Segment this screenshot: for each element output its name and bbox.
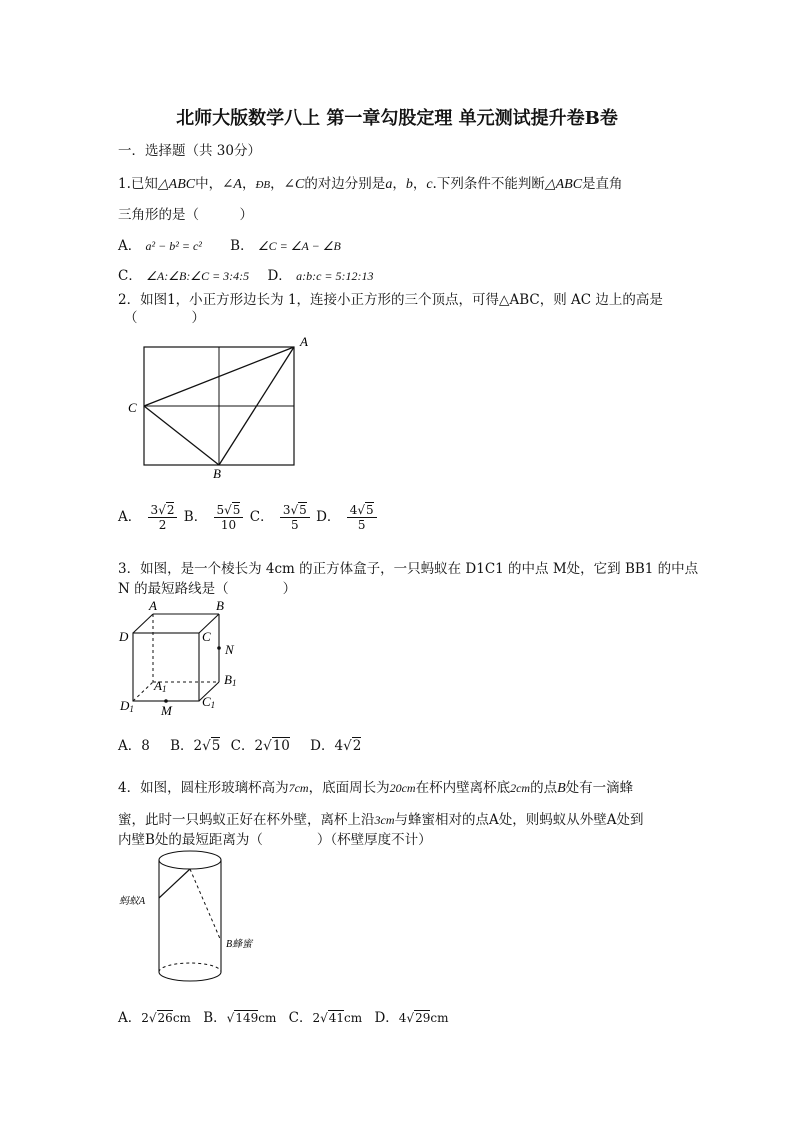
q1-sep1: ， [241,176,256,192]
q2-line2: （ ） [124,310,205,326]
q1-opt-d-label: D． [267,268,292,284]
q2-opt-a-label: A． [118,509,142,525]
q2-opt-d: $\frac{4√5}{5}$ [347,503,377,532]
label-a: A [149,598,157,613]
q1-line2: 三角形的是（ ） [118,207,253,223]
edge-d1a1-hidden [133,682,153,701]
q1-options-row2 [118,264,374,284]
q4-opt-c-label: C． [288,1010,313,1026]
q4-edge-distance: 3cm [374,813,395,827]
q1-opt-a: a² − b² = c² [145,239,202,253]
q1-options-row1 [118,234,341,254]
cylinder-top [159,851,221,869]
q1-opt-c: ∠A:∠B:∠C = 3:4:5 [146,269,250,283]
q1-triangle: △ABC [157,177,196,192]
q1-opt-c-label: C． [118,268,142,284]
cylinder-bottom-front [159,972,221,981]
q2-opt-b-label: B． [183,509,208,525]
q4-opt-d: 4√29cm [398,1011,449,1025]
label-honey: B蜂蜜 [226,939,253,950]
q4-line3: 内壁B处的最短距离为（ ）（杯壁厚度不计） [118,832,432,848]
q4-opt-c: 2√41cm [312,1011,363,1025]
label-c1: C1 [202,694,216,710]
q1-opt-a-label: A． [118,238,142,254]
label-b: B [213,466,221,481]
q4-opt-a: 2√26cm [141,1011,191,1025]
q2-opt-b: $\frac{5√5}{10}$ [214,503,244,532]
label-a: A [300,334,308,349]
page-title: 北师大版数学八上 第一章勾股定理 单元测试提升卷B卷 [176,108,618,129]
q4-opt-b: √149cm [226,1011,277,1025]
q1-text-a: 1.已知 [118,176,158,192]
q4-options [118,1006,448,1026]
q4-opt-b-label: B． [203,1010,227,1026]
q4-height: 7cm [288,781,309,795]
label-b: B [216,598,224,613]
q2-opt-d-label: D． [316,509,341,525]
q1-var-a: a [385,177,393,192]
q1-text-e: 是直角 [582,176,623,192]
label-d: D [119,629,129,644]
path-outer [159,869,190,898]
q2-opt-c-label: C． [249,509,274,525]
label-n: N [225,642,234,657]
q1-opt-d: a:b:c = 5:12:13 [296,269,374,283]
q4-line1: 4．如图，圆柱形玻璃杯高为7cm，底面周长为20cm在杯内壁离杯底2cm的点B处有一滴蜂 [118,780,634,796]
q3-opt-c: C．2√10 [230,738,290,754]
label-b1: B1 [224,672,237,688]
q3-options [118,734,361,754]
q1-sep2: ，∠ [270,176,295,192]
point-n [217,646,221,650]
q2-opt-c: $\frac{3√5}{5}$ [280,503,310,532]
edge-da [133,614,153,633]
segment-cb [144,406,219,465]
q4-distance: 2cm [510,781,531,795]
q4-cylinder-figure [116,846,276,991]
label-d1: D1 [120,698,134,714]
q2-line1: 2．如图1，小正方形边长为 1，连接小正方形的三个顶点，可得△ABC，则 AC 边上的高是 [118,292,663,308]
q4-opt-a-label: A． [118,1010,142,1026]
q1-triangle-2: △ABC [544,177,583,192]
q1-text-c: 的对边分别是 [304,176,386,192]
q4-opt-d-label: D． [374,1010,399,1026]
q1-text-b: 中，∠ [195,176,234,192]
q3-opt-d: D．4√2 [310,738,362,754]
q3-opt-a: A．8 [118,738,150,754]
q1-opt-b-label: B． [230,238,254,254]
label-ant: 蚂蚁A [119,896,146,907]
q1-angle-c: C [294,177,305,192]
q3-line2: N 的最短路线是（ ） [118,581,297,597]
label-m: M [161,703,172,718]
label-a1: A1 [154,678,167,694]
q2-opt-a: $\frac{3√2}{2}$ [148,503,178,532]
q4-line2: 蜜，此时一只蚂蚁正好在杯外壁，离杯上沿3cm与蜂蜜相对的点A处，则蚂蚁从外壁A处到 [118,812,644,828]
q3-line1: 3．如图，是一个棱长为 4cm 的正方体盒子，一只蚂蚁在 D1C1 的中点 M处，它到 BB1 的中点 [118,561,699,577]
q1-opt-b: ∠C = ∠A − ∠B [257,239,341,253]
q1-angle-b: ÐB [255,179,271,191]
q2-options [118,503,379,532]
q4-point-b: B [557,781,566,796]
label-c: C [128,400,137,415]
path-inner [190,869,221,941]
section-header: 一．选择题（共 30分） [118,143,261,159]
q4-perimeter: 20cm [389,781,416,795]
q1-var-c: c [426,177,433,192]
q1-text-d: .下列条件不能判断 [432,176,545,192]
q1-angle-a: A [233,177,242,192]
q3-opt-b: B．2√5 [170,738,221,754]
q3-cube-figure [116,596,256,718]
q2-figure [120,332,330,482]
cylinder-bottom-back [159,963,221,972]
label-c: C [202,629,211,644]
q1-var-b: b [405,177,413,192]
q1-line1: 1.已知△ABC中，∠A，ÐB，∠C的对边分别是a，b，c.下列条件不能判断△ABC是直角 [118,176,623,192]
